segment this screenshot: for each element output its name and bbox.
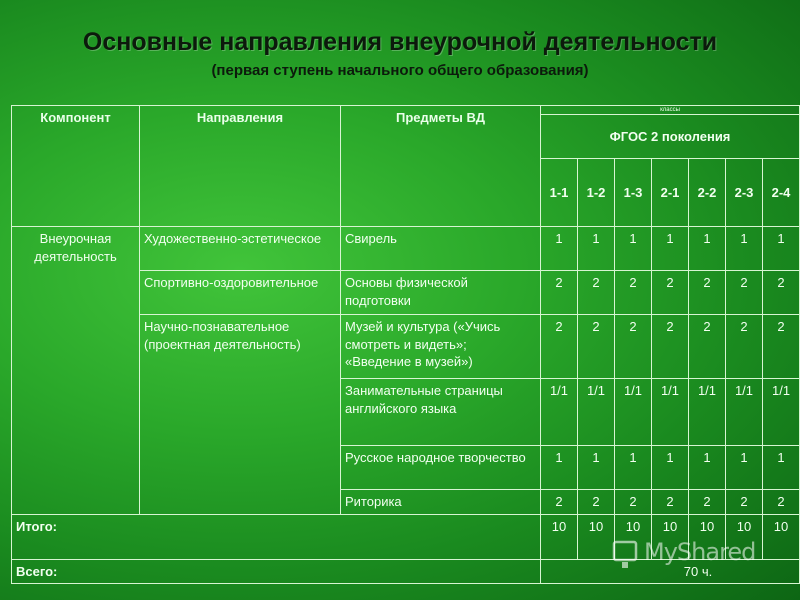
value-cell: 1/1 bbox=[652, 379, 689, 446]
value-cell: 2 bbox=[763, 490, 800, 515]
direction-cell: Спортивно-оздоровительное bbox=[140, 271, 341, 315]
value-cell: 1/1 bbox=[726, 379, 763, 446]
value-cell: 2 bbox=[763, 271, 800, 315]
value-cell: 1 bbox=[541, 446, 578, 490]
grade-header: 2-4 bbox=[763, 159, 800, 227]
header-fgos: ФГОС 2 поколения bbox=[541, 115, 800, 159]
value-cell: 1 bbox=[763, 446, 800, 490]
value-cell: 2 bbox=[726, 315, 763, 379]
itogo-value: 10 bbox=[615, 514, 652, 559]
value-cell: 1 bbox=[652, 227, 689, 271]
value-cell: 1 bbox=[615, 227, 652, 271]
header-component: Компонент bbox=[12, 106, 140, 227]
value-cell: 1 bbox=[763, 227, 800, 271]
itogo-value: 10 bbox=[726, 514, 763, 559]
value-cell: 1/1 bbox=[615, 379, 652, 446]
subject-cell: Основы физической подготовки bbox=[341, 271, 541, 315]
header-classes: классы bbox=[541, 106, 800, 115]
value-cell: 2 bbox=[541, 271, 578, 315]
vsego-value: 70 ч. bbox=[541, 559, 800, 584]
value-cell: 1/1 bbox=[578, 379, 615, 446]
itogo-value: 10 bbox=[763, 514, 800, 559]
header-subjects: Предметы ВД bbox=[341, 106, 541, 227]
value-cell: 1/1 bbox=[763, 379, 800, 446]
subject-cell: Риторика bbox=[341, 490, 541, 515]
table-row bbox=[12, 227, 800, 271]
direction-cell: Художественно-эстетическое bbox=[140, 227, 341, 271]
value-cell: 2 bbox=[763, 315, 800, 379]
grade-header: 1-3 bbox=[615, 159, 652, 227]
value-cell: 2 bbox=[689, 490, 726, 515]
direction-cell: Научно-познавательное (проектная деятельность) bbox=[140, 315, 341, 515]
value-cell: 2 bbox=[689, 271, 726, 315]
value-cell: 1 bbox=[689, 227, 726, 271]
value-cell: 1 bbox=[726, 446, 763, 490]
subject-cell: Русское народное творчество bbox=[341, 446, 541, 490]
value-cell: 2 bbox=[578, 315, 615, 379]
value-cell: 2 bbox=[652, 271, 689, 315]
value-cell: 1 bbox=[578, 227, 615, 271]
value-cell: 1/1 bbox=[689, 379, 726, 446]
value-cell: 1 bbox=[615, 446, 652, 490]
value-cell: 2 bbox=[615, 490, 652, 515]
value-cell: 1 bbox=[689, 446, 726, 490]
grade-header: 2-1 bbox=[652, 159, 689, 227]
value-cell: 2 bbox=[615, 271, 652, 315]
itogo-value: 10 bbox=[541, 514, 578, 559]
itogo-value: 10 bbox=[578, 514, 615, 559]
value-cell: 2 bbox=[689, 315, 726, 379]
grade-header: 2-3 bbox=[726, 159, 763, 227]
grade-header: 1-1 bbox=[541, 159, 578, 227]
subject-cell: Свирель bbox=[341, 227, 541, 271]
component-cell: Внеурочная деятельность bbox=[12, 227, 140, 515]
grade-header: 2-2 bbox=[689, 159, 726, 227]
itogo-value: 10 bbox=[689, 514, 726, 559]
value-cell: 1 bbox=[541, 227, 578, 271]
value-cell: 1 bbox=[726, 227, 763, 271]
itogo-value: 10 bbox=[652, 514, 689, 559]
page-subtitle: (первая ступень начального общего образования) bbox=[211, 62, 589, 79]
header-directions: Направления bbox=[140, 106, 341, 227]
value-cell: 2 bbox=[578, 271, 615, 315]
itogo-label: Итого: bbox=[12, 514, 541, 559]
value-cell: 1 bbox=[578, 446, 615, 490]
value-cell: 2 bbox=[578, 490, 615, 515]
activity-table bbox=[11, 105, 800, 584]
watermark-icon bbox=[610, 538, 642, 572]
subject-cell: Музей и культура («Учись смотреть и видеть»; «Введение в музей») bbox=[341, 315, 541, 379]
watermark-text: MyShared bbox=[644, 538, 756, 566]
value-cell: 2 bbox=[541, 315, 578, 379]
value-cell: 1/1 bbox=[541, 379, 578, 446]
grade-header: 1-2 bbox=[578, 159, 615, 227]
value-cell: 2 bbox=[726, 271, 763, 315]
subject-cell: Занимательные страницы английского языка bbox=[341, 379, 541, 446]
value-cell: 1 bbox=[652, 446, 689, 490]
vsego-label: Всего: bbox=[12, 559, 541, 584]
page-title: Основные направления внеурочной деятельности bbox=[82, 28, 718, 56]
value-cell: 2 bbox=[541, 490, 578, 515]
value-cell: 2 bbox=[615, 315, 652, 379]
value-cell: 2 bbox=[726, 490, 763, 515]
value-cell: 2 bbox=[652, 315, 689, 379]
value-cell: 2 bbox=[652, 490, 689, 515]
